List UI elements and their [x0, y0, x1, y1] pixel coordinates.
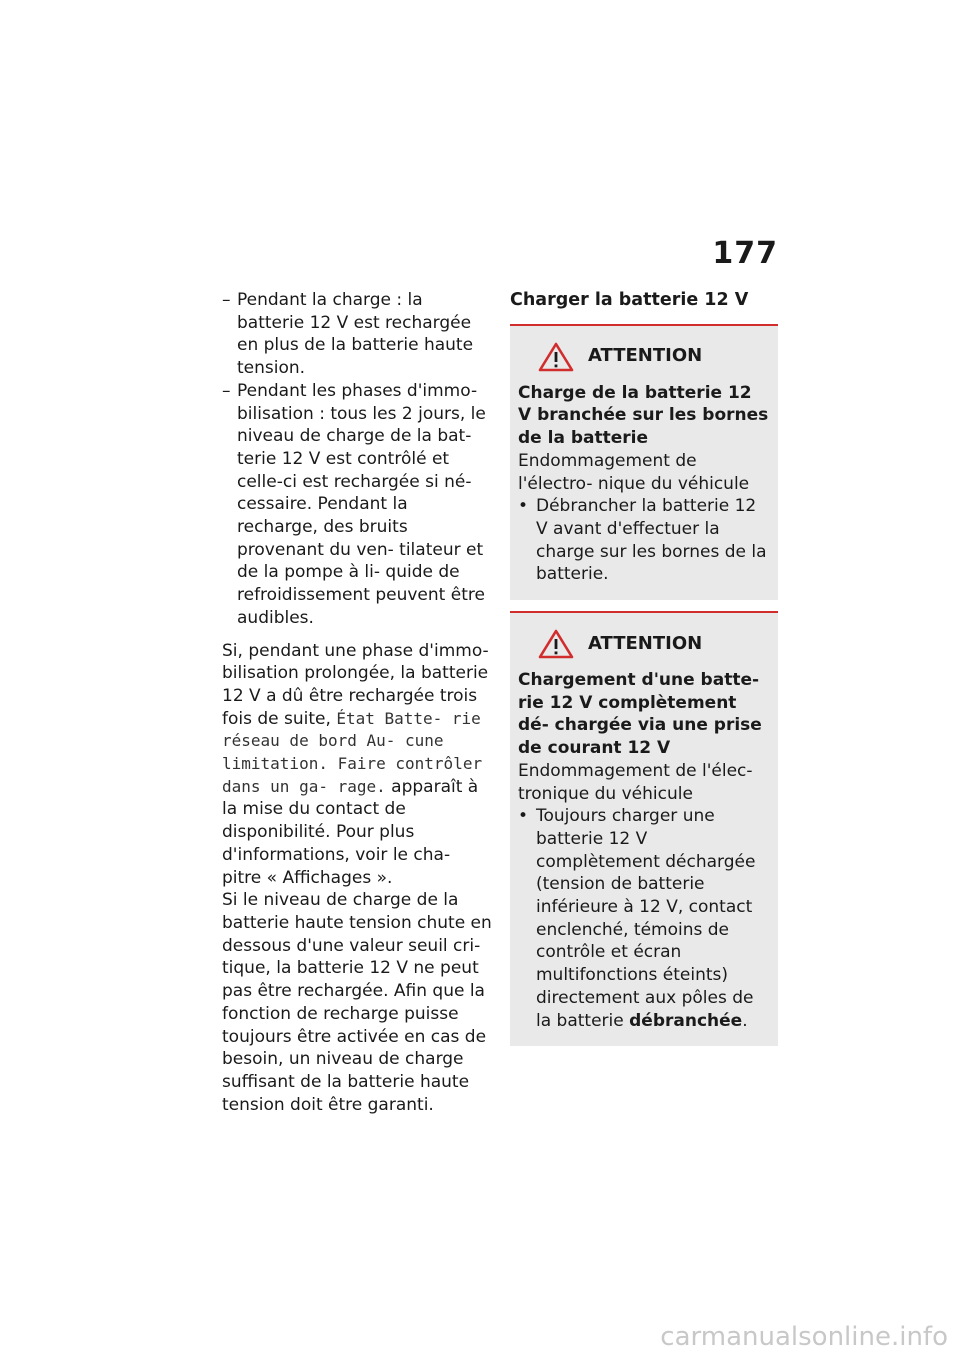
instruction-text: Débrancher la batterie 12 V avant d'effectuer la charge sur les bornes de la batterie.	[536, 496, 767, 585]
instruction-end: .	[742, 1010, 748, 1031]
instruction-emphasis: débranchée	[629, 1010, 743, 1031]
paragraph-text: Si, pendant une phase d'immo- bilisation prolongée, la batterie 12 V a dû être rechargée trois fois de suite,	[222, 640, 489, 729]
warning-triangle-icon	[538, 342, 574, 372]
warning-box	[510, 324, 778, 600]
page-number: 177	[712, 236, 778, 271]
warning-header	[538, 629, 770, 659]
instruction-text: Toujours charger une batterie 12 V complètement déchargée (tension de batterie inférieure à 12 V, contact enclenché, témoins de contrôle et écran multifonctions éteints) directement aux pôles de la batterie	[536, 806, 756, 1031]
section-title: Charger la batterie 12 V	[510, 290, 749, 310]
paragraph-charge-level: Si le niveau de charge de la batterie haute tension chute en dessous d'une valeur seuil cri- tique, la batterie 12 V ne peut pas être rechargée. Afin que la fonction de recharge puisse toujours être activée en cas de besoin, un niveau de charge suffisant de la batterie haute tension doit être garanti.	[222, 890, 492, 1115]
watermark: carmanualsonline.info	[660, 1322, 948, 1352]
list-item: – Pendant les phases d'immo- bilisation : tous les 2 jours, le niveau de charge de la bat- terie 12 V est contrôlé et celle-ci est rechargée si né- cessaire. Pendant la recharge, des bruits provenant du ven- tilateur et de la pompe à li- quide de refroidissement peuvent être audibles.	[222, 380, 492, 630]
paragraph-text: apparaît à la mise du contact de disponibilité. Pour plus d'informations, voir le cha- pitre « Affichages ».	[222, 776, 479, 888]
warning-header	[538, 342, 770, 372]
warning-label: ATTENTION	[588, 632, 703, 654]
right-column	[510, 289, 778, 1046]
warning-instruction	[518, 495, 770, 586]
display-message: État Batte- rie réseau de bord Au- cune limitation. Faire contrôler dans un ga- rage.	[222, 708, 483, 796]
warning-label: ATTENTION	[588, 345, 703, 367]
paragraph-immobilisation	[222, 640, 492, 890]
warning-risk: Endommagement de l'élec- tronique du véhicule	[518, 760, 753, 804]
warning-box	[510, 611, 778, 1046]
warning-triangle-icon	[538, 629, 574, 659]
left-column	[222, 289, 492, 1116]
warning-title: Chargement d'une batte- rie 12 V complètement dé- chargée via une prise de courant 12 V	[518, 670, 762, 759]
list-item: – Pendant la charge : la batterie 12 V est rechargée en plus de la batterie haute tension.	[222, 289, 492, 380]
warning-title: Charge de la batterie 12 V branchée sur les bornes de la batterie	[518, 382, 769, 449]
warning-risk: Endommagement de l'électro- nique du véhicule	[518, 450, 750, 494]
warning-instruction	[518, 805, 770, 1032]
